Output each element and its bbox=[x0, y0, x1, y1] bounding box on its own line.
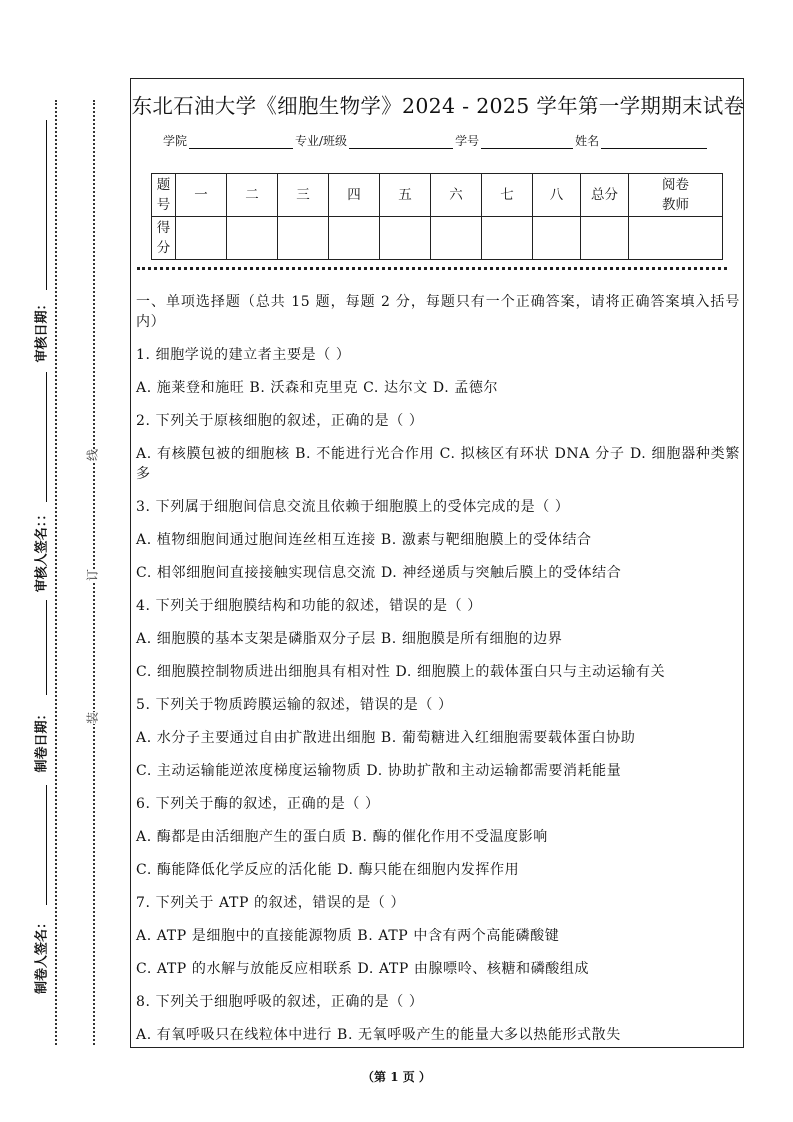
maker-signature-line bbox=[46, 785, 47, 905]
name-field[interactable] bbox=[601, 136, 707, 149]
student-id-field[interactable] bbox=[481, 136, 573, 149]
review-date-line bbox=[46, 120, 47, 290]
table-cell: 一 bbox=[176, 174, 227, 217]
question-stem: 1. 细胞学说的建立者主要是（ ） bbox=[136, 347, 351, 363]
college-field[interactable] bbox=[189, 136, 293, 149]
exam-title: 东北石油大学《细胞生物学》2024 - 2025 学年第一学期期末试卷 bbox=[131, 94, 745, 118]
question-options: A. 植物细胞间通过胞间连丝相互连接 B. 激素与靶细胞膜上的受体结合 bbox=[136, 532, 592, 548]
table-cell: 题号 bbox=[152, 174, 176, 217]
review-date-label: 审核日期： bbox=[34, 297, 50, 363]
student-info-fields bbox=[163, 132, 709, 149]
table-row bbox=[152, 174, 723, 217]
header-separator bbox=[137, 267, 727, 270]
table-cell: 五 bbox=[380, 174, 431, 217]
major-class-label: 专业/班级 bbox=[295, 134, 348, 148]
binding-mark-staple: 订 bbox=[82, 569, 103, 581]
score-cell[interactable] bbox=[329, 217, 380, 260]
table-cell: 得分 bbox=[152, 217, 176, 260]
student-id-label: 学号 bbox=[455, 134, 480, 148]
reviewer-signature-label: 审核人签名：： bbox=[34, 507, 50, 593]
table-cell: 七 bbox=[482, 174, 533, 217]
question-stem: 7. 下列关于 ATP 的叙述，错误的是（ ） bbox=[136, 895, 406, 911]
reviewer-signature-line bbox=[46, 372, 47, 502]
question-options: A. 酶都是由活细胞产生的蛋白质 B. 酶的催化作用不受温度影响 bbox=[136, 829, 548, 845]
table-cell: 四 bbox=[329, 174, 380, 217]
score-cell[interactable] bbox=[227, 217, 278, 260]
score-cell[interactable] bbox=[380, 217, 431, 260]
table-cell: 八 bbox=[533, 174, 581, 217]
score-cell[interactable] bbox=[581, 217, 629, 260]
question-options: C. 酶能降低化学反应的活化能 D. 酶只能在细胞内发挥作用 bbox=[136, 862, 520, 878]
maker-signature-label: 制卷人签名： bbox=[34, 915, 50, 995]
score-cell[interactable] bbox=[533, 217, 581, 260]
score-cell[interactable] bbox=[431, 217, 482, 260]
binding-dotted-line-outer bbox=[55, 100, 57, 1045]
question-stem: 3. 下列属于细胞间信息交流且依赖于细胞膜上的受体完成的是（ ） bbox=[136, 499, 570, 515]
question-stem: 2. 下列关于原核细胞的叙述，正确的是（ ） bbox=[136, 413, 424, 429]
question-stem: 5. 下列关于物质跨膜运输的叙述，错误的是（ ） bbox=[136, 697, 453, 713]
questions bbox=[136, 292, 740, 1058]
college-label: 学院 bbox=[163, 134, 188, 148]
make-date-label: 制卷日期： bbox=[34, 707, 50, 773]
make-date-line bbox=[46, 600, 47, 695]
table-cell: 总分 bbox=[581, 174, 629, 217]
score-cell[interactable] bbox=[278, 217, 329, 260]
score-cell[interactable] bbox=[629, 217, 723, 260]
binding-mark-bind: 装 bbox=[82, 712, 103, 724]
name-label: 姓名 bbox=[575, 134, 600, 148]
table-cell: 三 bbox=[278, 174, 329, 217]
question-options: A. 水分子主要通过自由扩散进出细胞 B. 葡萄糖进入红细胞需要载体蛋白协助 bbox=[136, 730, 636, 746]
question-options: A. ATP 是细胞中的直接能源物质 B. ATP 中含有两个高能磷酸键 bbox=[136, 928, 560, 944]
page-number: （第 1 页 ） bbox=[362, 1070, 431, 1084]
table-row bbox=[152, 217, 723, 260]
question-stem: 6. 下列关于酶的叙述，正确的是（ ） bbox=[136, 796, 380, 812]
binding-mark-line: 线 bbox=[82, 449, 103, 461]
table-cell: 二 bbox=[227, 174, 278, 217]
question-options: A. 细胞膜的基本支架是磷脂双分子层 B. 细胞膜是所有细胞的边界 bbox=[136, 631, 563, 647]
score-table bbox=[151, 173, 723, 260]
table-cell: 阅卷教师 bbox=[629, 174, 723, 217]
question-options: C. 主动运输能逆浓度梯度运输物质 D. 协助扩散和主动运输都需要消耗能量 bbox=[136, 763, 622, 779]
question-options: C. 细胞膜控制物质进出细胞具有相对性 D. 细胞膜上的载体蛋白只与主动运输有关 bbox=[136, 664, 666, 680]
exam-frame bbox=[130, 78, 744, 1048]
question-stem: 4. 下列关于细胞膜结构和功能的叙述，错误的是（ ） bbox=[136, 598, 482, 614]
table-cell: 六 bbox=[431, 174, 482, 217]
question-options: A. 施莱登和施旺 B. 沃森和克里克 C. 达尔文 D. 孟德尔 bbox=[136, 380, 499, 396]
major-class-field[interactable] bbox=[349, 136, 453, 149]
question-options: C. 相邻细胞间直接接触实现信息交流 D. 神经递质与突触后膜上的受体结合 bbox=[136, 565, 622, 581]
question-options: A. 有核膜包被的细胞核 B. 不能进行光合作用 C. 拟核区有环状 DNA 分子 D. 细胞器种类繁多 bbox=[136, 446, 740, 482]
question-options: C. ATP 的水解与放能反应相联系 D. ATP 由腺嘌呤、核糖和磷酸组成 bbox=[136, 961, 590, 977]
question-stem: 8. 下列关于细胞呼吸的叙述，正确的是（ ） bbox=[136, 994, 424, 1010]
score-cell[interactable] bbox=[482, 217, 533, 260]
section-heading: 一、单项选择题（总共 15 题，每题 2 分，每题只有一个正确答案，请将正确答案填入括号内） bbox=[136, 294, 740, 330]
question-options: A. 有氧呼吸只在线粒体中进行 B. 无氧呼吸产生的能量大多以热能形式散失 bbox=[136, 1027, 621, 1043]
score-cell[interactable] bbox=[176, 217, 227, 260]
